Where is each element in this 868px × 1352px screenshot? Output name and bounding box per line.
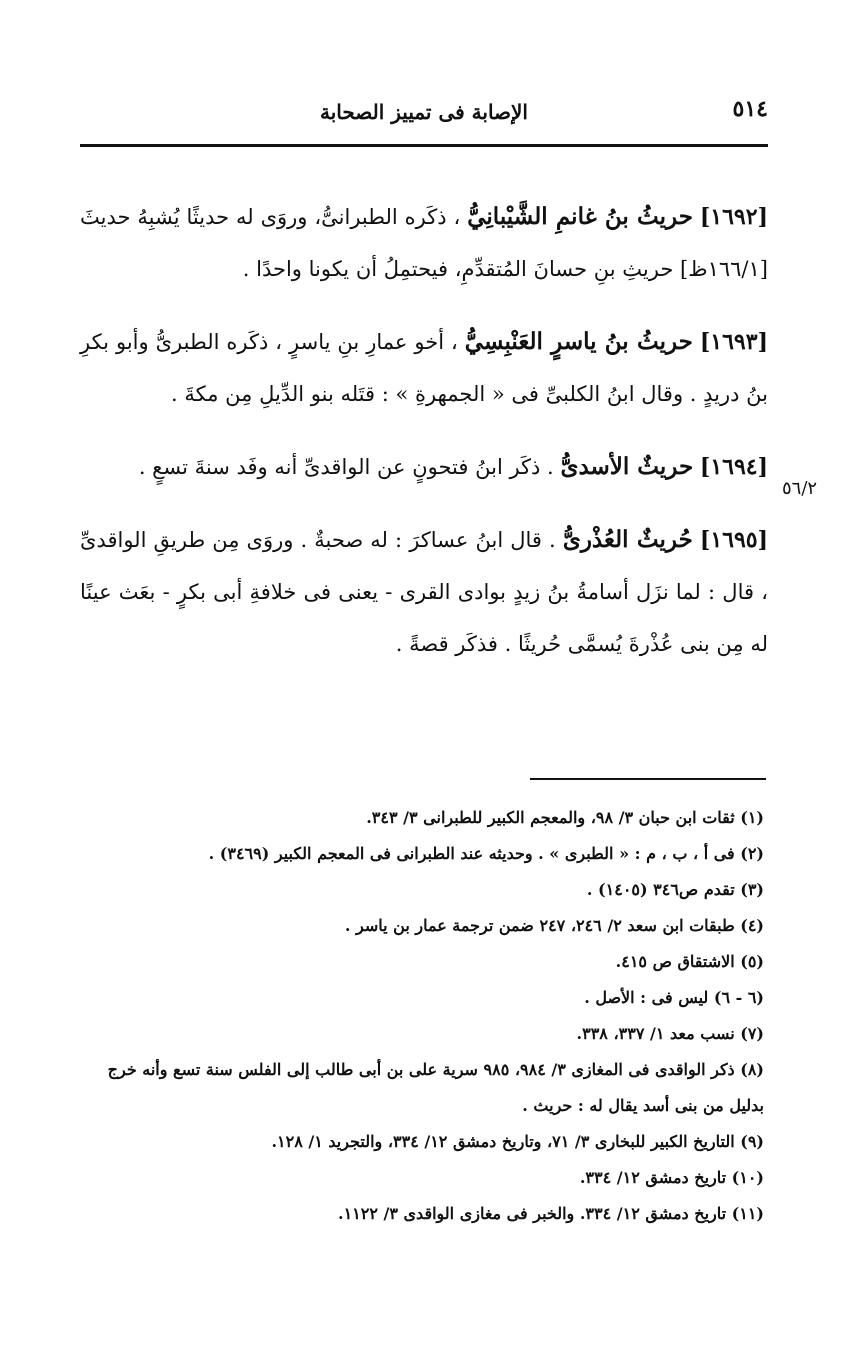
entry-text: ، أخو عمارِ بنِ ياسرٍ ، ذكَره الطبرىُّ وأبو بكرِ بنُ دريدٍ . وقال ابنُ الكلبىِّ فى « الجمهرةِ » : قتَله بنو الدِّيلِ مِن مكةَ . xyxy=(80,330,768,406)
biography-entries xyxy=(80,170,768,682)
entry-1692 xyxy=(80,191,768,295)
entry-1694 xyxy=(80,441,768,493)
footnote-item: (١) ثقات ابن حبان ٣/ ٩٨، والمعجم الكبير للطبرانى ٣/ ٣٤٣. xyxy=(366,808,764,827)
footnote-item: (١٠) تاريخ دمشق ١٢/ ٣٣٤. xyxy=(579,1168,764,1187)
entry-name: حريثُ بنُ غانمِ الشَّيْبانِيُّ xyxy=(467,203,693,230)
footnote-item: (١١) تاريخ دمشق ١٢/ ٣٣٤. والخبر فى مغازى الواقدى ٣/ ١١٢٢. xyxy=(337,1204,764,1223)
running-title: الإصابة فى تمييز الصحابة xyxy=(320,100,528,124)
footnote-item: (٥) الاشتقاق ص ٤١٥. xyxy=(615,952,764,971)
footnote-item: (٨) ذكر الواقدى فى المغازى ٣/ ٩٨٤، ٩٨٥ سرية على بن أبى طالب إلى الفلس سنة تسع وأنه خرج بدليل من بنى أسد يقال له : حريث . xyxy=(107,1060,764,1115)
entry-text: . قال ابنُ عساكرَ : له صحبةٌ . وروَى مِن طريقِ الواقدىِّ ، قال : لما نزَل أسامةُ بنُ زيدٍ بوادى القرى - يعنى فى خلافةِ أبى بكرٍ - بعَث عينًا له مِن بنى عُذْرةَ يُسمَّى حُريثًا . فذكَر قصةً . xyxy=(80,528,768,656)
header-divider xyxy=(80,144,768,147)
footnote-item: (٦ - ٦) ليس فى : الأصل . xyxy=(584,988,764,1007)
entry-name: حريثُ بنُ ياسرٍ العَنْبِسِيُّ xyxy=(464,328,693,355)
entry-1693 xyxy=(80,316,768,420)
entry-1695 xyxy=(80,514,768,670)
entry-name: حريثٌ الأسدىُّ xyxy=(560,453,694,480)
entry-text: ، ذكَره الطبرانىُّ، وروَى له حديثًا يُشبِهُ حديثَ [١٦٦/١ظ] حريثِ بنِ حسانَ المُتقدِّمِ، فيحتمِلُ أن يكونا واحدًا . xyxy=(80,205,768,281)
footnote-item: (٢) فى أ ، ب ، م : « الطبرى » . وحديثه عند الطبرانى فى المعجم الكبير (٣٤٦٩) . xyxy=(208,844,764,863)
entry-number: [١٦٩٣] xyxy=(699,329,768,355)
page-header xyxy=(80,96,768,136)
footnotes xyxy=(80,800,764,1232)
entry-number: [١٦٩٤] xyxy=(699,454,768,480)
page-number: ٥١٤ xyxy=(732,96,768,122)
entry-text: . ذكَر ابنُ فتحونٍ عن الواقدىِّ أنه وفَد سنةَ تسعٍ . xyxy=(138,455,554,479)
entry-name: حُريثٌ العُذْرىُّ xyxy=(562,526,693,553)
footnote-item: (٤) طبقات ابن سعد ٢/ ٢٤٦، ٢٤٧ ضمن ترجمة عمار بن ياسر . xyxy=(344,916,764,935)
footnote-divider xyxy=(530,778,766,780)
margin-reference: ٥٦/٢ xyxy=(782,478,818,499)
entry-number: [١٦٩٢] xyxy=(699,204,768,230)
entry-number: [١٦٩٥] xyxy=(699,527,768,553)
footnote-item: (٧) نسب معد ١/ ٣٣٧، ٣٣٨. xyxy=(576,1024,764,1043)
footnote-item: (٩) التاريخ الكبير للبخارى ٣/ ٧١، وتاريخ دمشق ١٢/ ٣٣٤، والتجريد ١/ ١٢٨. xyxy=(271,1132,764,1151)
footnote-item: (٣) تقدم ص٣٤٦ (١٤٠٥) . xyxy=(586,880,764,899)
